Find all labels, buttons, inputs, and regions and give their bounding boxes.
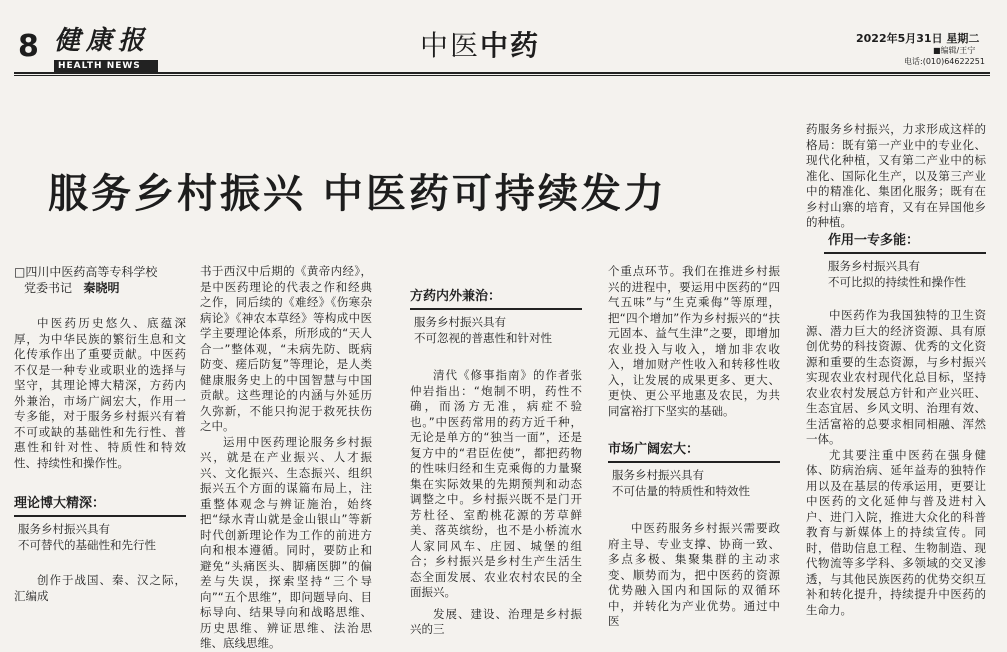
- author-org: □四川中医药高等专科学校: [14, 265, 158, 279]
- subhead-block-2: [410, 288, 582, 346]
- col5-paragraph-1: 药服务乡村振兴，力求形成这样的格局：既有第一产业中的专业化、现代化种植，又有第二产业中的标准化、国际化生产，以及第三产业中的精准化、集团化服务；既有在乡村山寨的培育，又有在异国他乡的种植。: [806, 122, 986, 229]
- logo-english: HEALTH NEWS: [54, 60, 158, 72]
- column-1: [14, 264, 186, 604]
- column-5: [806, 232, 986, 618]
- column-2: [200, 264, 372, 652]
- subhead-block-1: [14, 495, 186, 553]
- col1-paragraph-2: 创作于战国、秦、汉之际，汇编成: [14, 573, 186, 603]
- subhead-line-2: 不可比拟的持续性和操作性: [828, 275, 966, 289]
- masthead-rule-thin: [14, 75, 990, 76]
- col2-paragraph-2: 运用中医药理论服务乡村振兴，就是在产业振兴、人才振兴、文化振兴、生态振兴、组织振兴五个方面的谋篇布局上，注重整体观念与辨证施治，始终把“绿水青山就是金山银山”等新时代创新理论作为工作的前进方向和根本遵循。同时，要防止和避免“头痛医头、脚痛医脚”的偏差与失误，探索坚持“三个导向”“五个思维”，即问题导向、目标导向、结果导向和战略思维、历史思维、辨证思维、法治思维、底线思维。: [200, 434, 372, 650]
- subhead-rule: [608, 461, 780, 463]
- phone-number: 电话:(010)64622251: [904, 57, 985, 66]
- author-line: [14, 280, 186, 296]
- col5-paragraph-3: 尤其要注重中医药在强身健体、防病治病、延年益寿的独特作用以及在基层的传承运用，更要让中医药的文化延伸与普及进村入户、进门入院，推进大众化的科普教育与新媒体上的持续宣传。同时，借助信息工程、生物制造、现代物流等多学科、多领域的交叉渗透，与其他民族医药的优势交织互补和转化提升，持续提升中医药的生命力。: [806, 447, 986, 617]
- section-title: [420, 26, 540, 66]
- newspaper-logo: [54, 24, 158, 72]
- subhead-block-3: [608, 441, 780, 499]
- author-name: 秦晓明: [83, 281, 120, 295]
- author-title: 党委书记: [24, 281, 73, 295]
- subhead-block-4: [806, 232, 986, 290]
- subhead-line-1: 服务乡村振兴具有: [18, 522, 110, 536]
- logo-chinese: 健康报: [54, 26, 151, 56]
- subhead-line-2: 不可估量的特质性和特效性: [612, 484, 750, 498]
- editor-credit: ■编辑/王宁: [933, 46, 976, 55]
- page-number: 8: [18, 29, 39, 64]
- article-headline: 服务乡村振兴 中医药可持续发力: [48, 171, 667, 217]
- issue-date: 2022年5月31日 星期二: [856, 32, 980, 45]
- column-4: [608, 264, 780, 630]
- col3-paragraph-1: 清代《修事指南》的作者张仲岩指出：“炮制不明，药性不确，而汤方无准，病症不验也。”中医药常用的药方近千种，无论是单方的“独当一面”，还是复方中的“君臣佐使”，都把药物的性味归经和生克乘侮的力量聚集在实际效果的先期预判和动态调整之中。乡村振兴既不是门开芳杜径、室酌桃花源的芳草鲜美、落英缤纷，也不是小桥流水人家同风车、庄园、城堡的组合；乡村振兴是乡村生产生活生态全面发展、农业农村农民的全面振兴。: [410, 368, 582, 599]
- col5-paragraph-2: 中医药作为我国独特的卫生资源、潜力巨大的经济资源、具有原创优势的科技资源、优秀的文化资源和重要的生态资源，与乡村振兴实现农业农村现代化总目标，坚持农业农村发展总方针和产业兴旺、生态宜居、乡风文明、治理有效、生活富裕的总要求相同相融、浑然一体。: [806, 308, 986, 446]
- col3-paragraph-2: 发展、建设、治理是乡村振兴的三: [410, 606, 582, 636]
- section-title-light: 中医: [420, 29, 481, 62]
- subhead-title: 市场广阔宏大：: [608, 442, 700, 457]
- subhead-title: 作用一专多能：: [828, 233, 920, 248]
- col4-paragraph-1: 个重点环节。我们在推进乡村振兴的进程中，要运用中医药的“四气五味”与“生克乘侮”等原理，把“四个增加”作为乡村振兴的“扶元固本、益气生津”之要，即增加农业投入与收入，增加非农收入，增加财产性收入和转移性收入，让发展的成果更多、更大、更快、更公平地惠及农民，为共同富裕打下坚实的基础。: [608, 264, 780, 418]
- masthead-rule: [14, 72, 990, 74]
- subhead-line-2: 不可替代的基础性和先行性: [18, 538, 156, 552]
- subhead-rule: [824, 252, 986, 254]
- subhead-rule: [14, 515, 186, 517]
- subhead-title: 理论博大精深：: [14, 496, 106, 511]
- subhead-rule: [410, 308, 582, 310]
- subhead-line-1: 服务乡村振兴具有: [828, 259, 920, 273]
- column-5-top: [806, 122, 986, 231]
- col4-paragraph-2: 中医药服务乡村振兴需要政府主导、专业支撑、协商一致、多点多极、集聚集群的主动求变、顺势而为，把中医药的资源优势融入国内和国际的双循环中，并转化为产业优势。通过中医: [608, 521, 780, 628]
- subhead-line-2: 不可忽视的普惠性和针对性: [414, 331, 552, 345]
- subhead-line-1: 服务乡村振兴具有: [612, 468, 704, 482]
- subhead-title: 方药内外兼治：: [410, 289, 502, 304]
- col2-paragraph-1: 书于西汉中后期的《黄帝内经》，是中医药理论的代表之作和经典之作，同后续的《难经》《伤寒杂病论》《神农本草经》等构成中医学主要理论体系，所形成的“天人合一”整体观，“未病先防、既病防变、瘥后防复”等理论，是人类健康服务史上的中国智慧与中国贡献。这些理论的内涵与外延历久弥新，不能只拘泥于救死扶伤之中。: [200, 264, 372, 433]
- subhead-line-1: 服务乡村振兴具有: [414, 315, 506, 329]
- column-3: [410, 288, 582, 638]
- section-title-bold: 中药: [480, 29, 541, 62]
- col1-paragraph-1: 中医药历史悠久、底蕴深厚，为中华民族的繁衍生息和文化传承作出了重要贡献。中医药不仅是一种专业或职业的选择与坚守，其理论博大精深，方药内外兼治，市场广阔宏大，作用一专多能，对于服务乡村振兴有着不可或缺的基础性和先行性、普惠性和针对性、特质性和特效性、持续性和操作性。: [14, 316, 186, 470]
